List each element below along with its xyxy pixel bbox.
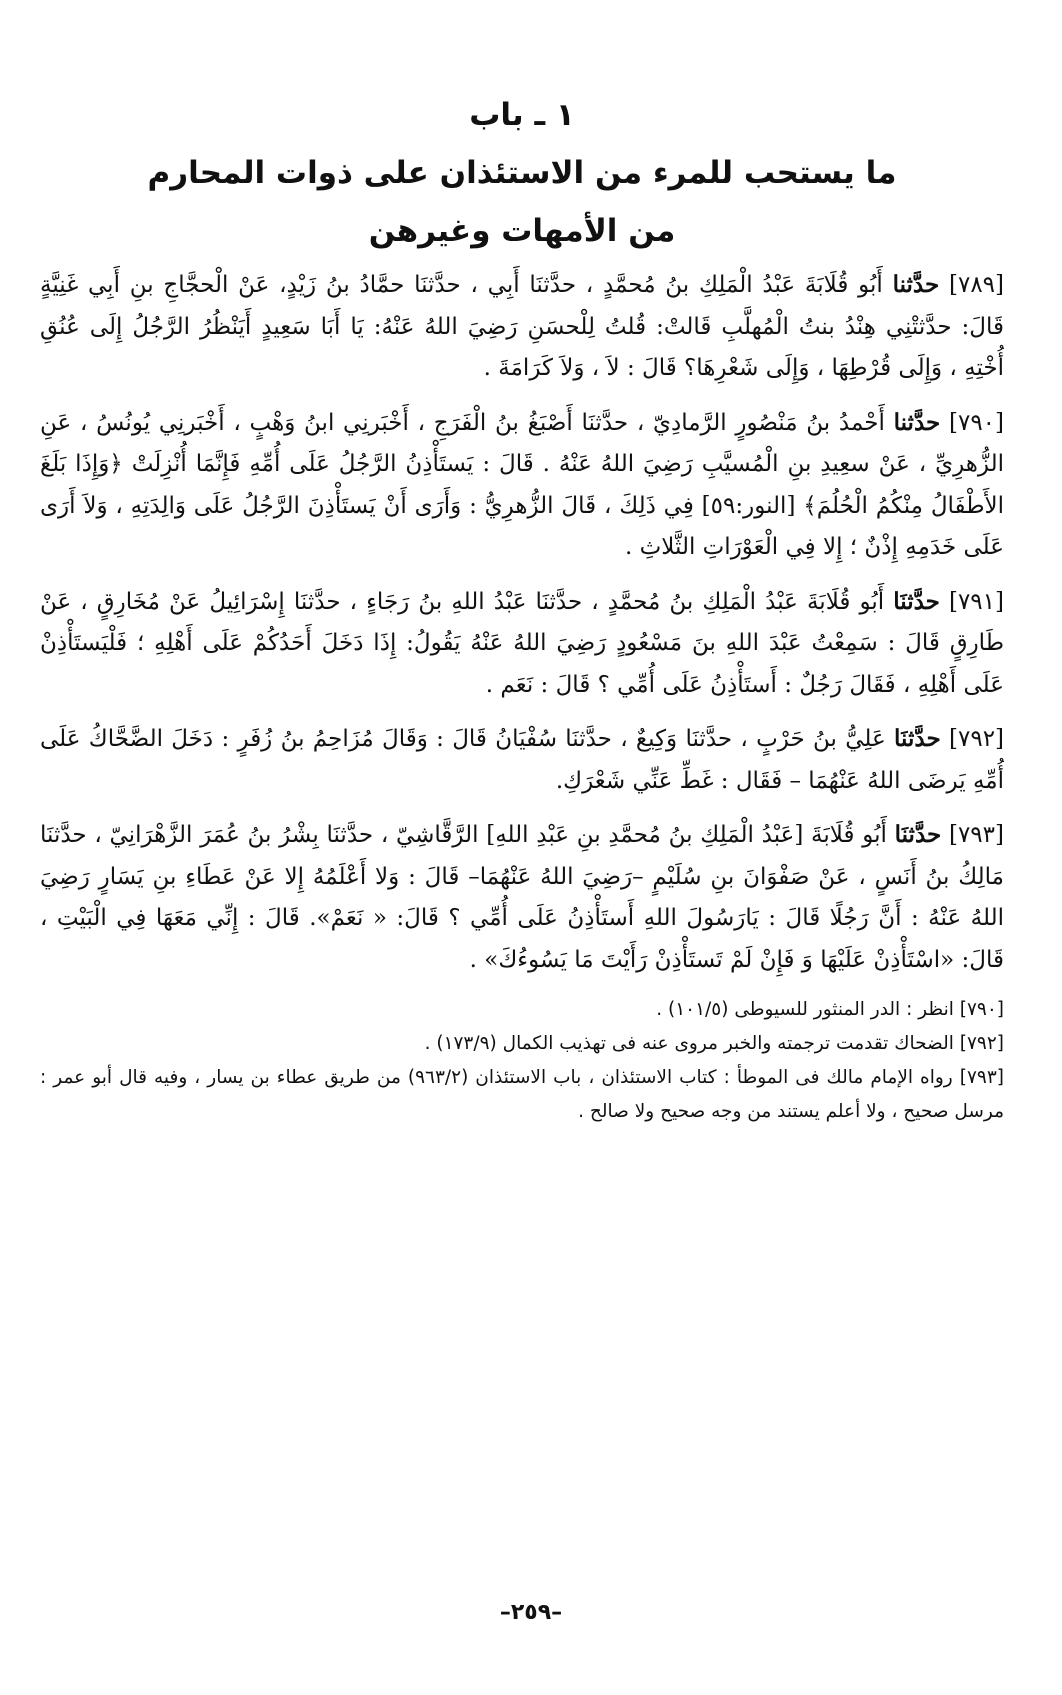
narration-text: أَبُو قُلَابَةَ [عَبْدُ الْمَلِكِ بنُ مُحمَّدِ بنِ عَبْدِ اللهِ] الرَّقَّاشِيّ ، حدَّثنَا بِشْرُ بنُ عُمَرَ الزَّهْرَانِيّ ، حدَّثنَا مَالِكُ بنُ أَنَسٍ ، عَنْ صَفْوَانَ بنِ سُلَيْمٍ –رَضِيَ اللهُ عَنْهُمَا– قَالَ : وَلا أَعْلَمُهُ إِلا عَنْ عَطَاءِ بنِ يَسَارٍ رَضِيَ اللهُ عَنْهُ : أَنَّ رَجُلًا قَالَ : يَارَسُولَ اللهِ أَستَأْذِنُ عَلَى أُمِّي ؟ قَالَ: « نَعَمْ». قَالَ : إِنِّي مَعَهَا فِي الْبَيْتِ ، قَالَ: «اسْتَأْذِنْ عَلَيْهَا وَ فَإِنْ لَمْ تَستَأْذِنْ رَأَيْتَ مَا يَسُوءُكَ» . [40,822,1005,973]
narration-number: [٧٨٩] [948,272,1005,298]
narration-789 [40,264,1004,390]
narration-lead: حدَّثنا [892,271,940,298]
narration-lead: حدَّثنا [893,408,941,436]
narration-792 [40,718,1004,802]
footnote-792: [٧٩٢] الضحاك تقدمت ترجمته والخبر مروى عنه فى تهذيب الكمال (١٧٣/٩) . [424,1033,1004,1054]
narration-text: عَلِيُّ بنُ حَرْبٍ ، حدَّثنَا وَكِيعٌ ، حدَّثنَا سُفْيَانُ قَالَ : وَقَالَ مُزَاحِمُ بنُ زُفَرٍ : دَخَلَ الضَّحَّاكُ عَلَى أُمِّهِ يَرضَى اللهُ عَنْهُمَا – فَقَال : غَطِّ عَنِّي شَعْرَكِ. [40,726,1004,794]
narration-text: أَبُو قُلَابَةَ عَبْدُ الْمَلِكِ بنُ مُحمَّدٍ ، حدَّثنَا أَبِي ، حدَّثنَا حمَّادُ بنُ زَيْدٍ، عَنْ الْحجَّاجِ بنِ أَبِي غَنِيَّةٍ قَالَ: حدَّثتْنِي هِنْدُ بنتُ الْمُهلَّبِ قَالتْ: قُلتُ لِلْحسَنِ رَضِيَ اللهُ عَنْهُ: يَا أَبَا سَعِيدٍ أَيَنْظُرُ الرَّجُلُ إِلَى عُنُقِ أُخْتِهِ ، وَإِلَى قُرْطِهَا ، وَإِلَى شَعْرِهَا؟ قَالَ : لاَ ، وَلاَ كَرَامَةَ . [40,272,1004,381]
narration-text: أَبُو قُلَابَةَ عَبْدُ الْمَلِكِ بنُ مُحمَّدٍ ، حدَّثنَا عَبْدُ اللهِ بنُ رَجَاءٍ ، حدَّثنَا إِسْرَائِيلُ عَنْ مُخَارِقٍ ، عَنْ طَارِقٍ قَالَ : سَمِعْتُ عَبْدَ اللهِ بنَ مَسْعُودٍ رَضِيَ اللهُ عَنْهُ يَقُولُ: إِذَا دَخَلَ أَحَدُكُمْ عَلَى أَهْلِهِ ؛ فَلْيَستَأْذِنْ عَلَى أَهْلِهِ ، فَقَالَ رَجُلٌ : أَستَأْذِنُ عَلَى أُمِّي ؟ قَالَ : نَعَم . [40,588,1004,698]
footnotes [40,993,1004,1129]
narration-793 [40,814,1004,981]
narrations-list [40,264,1004,981]
narration-number: [٧٩١] [948,588,1004,615]
narration-lead: حدَّثنَا [894,821,942,848]
chapter-heading-line-1: ما يستحب للمرء من الاستئذان على ذوات المحارم [147,155,897,191]
narration-number: [٧٩٣] [948,822,1004,848]
chapter-number: ١ ـ باب [469,97,575,133]
narration-number: [٧٩٢] [949,726,1005,752]
narration-number: [٧٩٠] [948,409,1005,436]
narration-790 [40,402,1004,569]
footnote-790: [٧٩٠] انظر : الدر المنثور للسيوطى (١٠١/٥) . [656,999,1004,1020]
narration-lead: حدَّثنَا [893,587,940,615]
narration-lead: حدَّثنَا [894,725,941,752]
chapter-heading-line-2: من الأمهات وغيرهن [368,213,676,249]
footnote-793: [٧٩٣] رواه الإمام مالك فى الموطأ : كتاب الاستئذان ، باب الاستئذان (٩٦٣/٢) من طريق عطاء بن يسار ، وفيه قال أبو عمر : مرسل صحيح ، ولا أعلم يستند من وجه صحيح ولا صالح . [40,1067,1004,1122]
narration-text: أَحْمدُ بنُ مَنْصُورٍ الرَّمادِيّ ، حدَّثنَا أَصْبَغُ بنُ الْفَرَجِ ، أَخْبَرنِي ابنُ وَهْبٍ ، أَخْبَرنِي يُونُسُ ، عَنِ الزُّهرِيِّ ، عَنْ سعِيدِ بنِ الْمُسيَّبِ رَضِيَ اللهُ عَنْهُ . قَالَ : يَستَأْذِنُ الرَّجُلُ عَلَى أُمِّهِ فَإِنَّمَا أُنْزِلَتْ ﴿وَإِذَا بَلَغَ الأَطْفَالُ مِنْكُمُ الْحُلُمَ﴾ [النور:٥٩] فِي ذَلِكَ ، قَالَ الزُّهرِيُّ : وَأَرَى أَنْ يَستَأْذِنَ الرَّجُلُ عَلَى وَالِدَتِهِ ، وَلاَ أَرَى عَلَى خَدَمِهِ إِذْنٌ ؛ إِلا فِي الْعَوْرَاتِ الثَّلاثِ . [40,409,1005,560]
narration-791 [40,581,1004,707]
page-number: –٢٥٩– [499,1600,563,1625]
